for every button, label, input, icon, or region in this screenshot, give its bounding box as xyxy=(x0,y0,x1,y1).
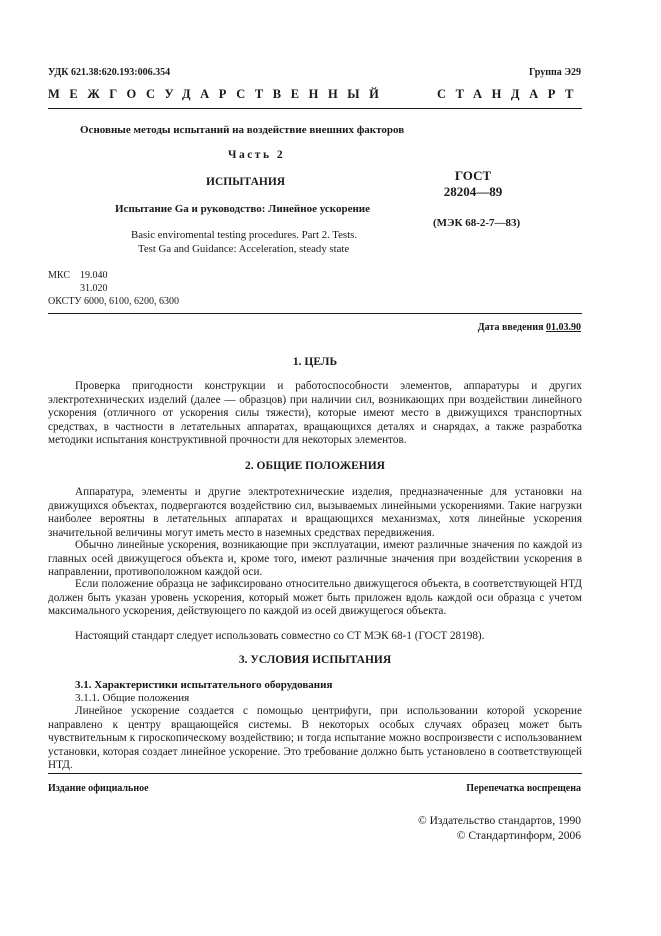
section-3-title: 3. УСЛОВИЯ ИСПЫТАНИЯ xyxy=(238,654,392,666)
group-code: Группа Э29 xyxy=(529,67,581,78)
official-edition: Издание официальное xyxy=(48,783,149,794)
header-rule xyxy=(48,108,582,109)
footer-rule xyxy=(48,773,582,774)
gost-number: 28204—89 xyxy=(443,184,503,199)
subtitle: Испытание Ga и руководство: Линейное ускорение xyxy=(115,203,371,215)
intro-date xyxy=(478,322,581,333)
mks-code-2: 31.020 xyxy=(80,283,108,294)
main-title: Основные методы испытаний на воздействие внешних факторов xyxy=(80,124,405,136)
codes-rule xyxy=(48,313,582,314)
gost-label: ГОСТ xyxy=(454,168,492,183)
section-2-title: 2. ОБЩИЕ ПОЛОЖЕНИЯ xyxy=(245,460,385,472)
reprint-prohibited: Перепечатка воспрещена xyxy=(466,783,581,794)
okstu-codes: ОКСТУ 6000, 6100, 6200, 6300 xyxy=(48,296,180,307)
banner-standard: СТАНДАРТ xyxy=(437,87,584,101)
copyright-2: © Стандартинформ, 2006 xyxy=(456,830,581,842)
part-label: Часть 2 xyxy=(228,149,286,161)
banner-interstate: МЕЖГОСУДАРСТВЕННЫЙ xyxy=(48,87,389,101)
udk-code: УДК 621.38:620.193:006.354 xyxy=(48,67,171,78)
intro-date-label: Дата введения xyxy=(477,322,544,333)
subsection-3-1-1-paragraph: Линейное ускорение создается с помощью центрифуги, при использовании которой ускорение направлено к центру вращающейся системы. В некоторых особых случаях образец может быть чувствительным к гироскопическому воздействию; и тогда испытание можно воспроизвести с использованием установки, которая создает линейное ускорение. Это требование должно быть установлено в соответствующей НТД. xyxy=(48,705,582,772)
subsection-3-1-1-title: 3.1.1. Общие положения xyxy=(75,692,190,704)
section-2-paragraph-3: Если положение образца не зафиксировано относительно движущегося объекта, в соответствующей НТД должен быть указан уровень ускорения, который может быть приложен вдоль каждой оси образца с учетом максимального ускорения, действующего по каждой из осей движущегося объекта. xyxy=(48,578,582,618)
mks-label: МКС xyxy=(48,270,70,281)
copyright-1: © Издательство стандартов, 1990 xyxy=(417,815,581,827)
section-1-paragraph: Проверка пригодности конструкции и работоспособности элементов, аппаратуры и других электротехнических изделий (далее — образцов) при наличии сил, возникающих при воздействии линейного ускорения (отличного от ускорения силы тяжести), которые имеют место в движущихся транспортных средствах, в частности в летательных аппаратах, вращающихся деталях и снарядах, а также разработка методики испытания конструктивной прочности для некоторых элементов. xyxy=(48,380,582,447)
iec-reference: (МЭК 68-2-7—83) xyxy=(433,217,521,229)
section-2-paragraph-4: Настоящий стандарт следует использовать совместно со СТ МЭК 68-1 (ГОСТ 28198). xyxy=(75,630,485,642)
intro-date-value: 01.03.90 xyxy=(546,322,581,333)
english-title-line-2: Test Ga and Guidance: Acceleration, steady state xyxy=(138,243,350,255)
section-2-paragraph-2: Обычно линейные ускорения, возникающие при эксплуатации, имеют различные значения по каждой из главных осей движущегося объекта и, кроме того, имеют различные значения при воздействии ускорения в направлении, противоположном каждой оси. xyxy=(48,539,582,579)
subsection-3-1-title: 3.1. Характеристики испытательного оборудования xyxy=(75,679,333,691)
section-2-paragraph-1: Аппаратура, элементы и другие электротехнические изделия, предназначенные для установки на движущихся объектах, подвергаются воздействию сил, вызываемых линейными ускорениями. Такие нагрузки наиболее вероятны в летательных аппаратах и вращающихся механизмах, хотя линейные ускорения значительной величины могут иметь место в наземных средствах передвижения. xyxy=(48,486,582,539)
english-title-line-1: Basic enviromental testing procedures. Part 2. Tests. xyxy=(131,229,358,241)
tests-label: ИСПЫТАНИЯ xyxy=(206,176,286,188)
section-1-title: 1. ЦЕЛЬ xyxy=(292,356,338,368)
mks-code-1: 19.040 xyxy=(80,270,108,281)
